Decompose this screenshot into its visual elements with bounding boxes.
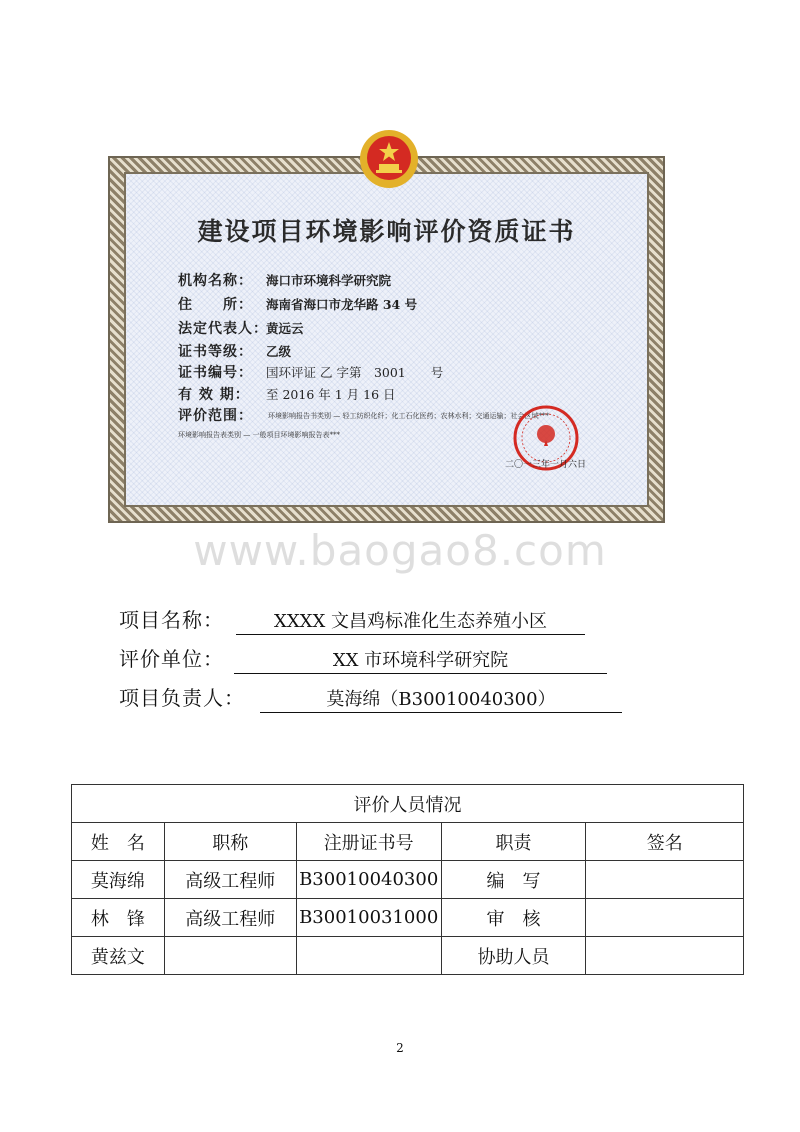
cert-field-value: 海南省海口市龙华路 34 号 bbox=[266, 297, 418, 312]
table-caption: 评价人员情况 bbox=[72, 785, 744, 823]
table-cell: 高级工程师 bbox=[164, 899, 296, 937]
cert-field-scope bbox=[178, 405, 266, 425]
cert-field-validity bbox=[178, 384, 396, 404]
table-caption-row bbox=[72, 785, 744, 823]
table-cell: 审 核 bbox=[441, 899, 586, 937]
cert-field-org bbox=[178, 270, 391, 290]
table-cell: 林 锋 bbox=[72, 899, 165, 937]
cert-field-grade bbox=[178, 341, 291, 361]
cert-scope-line-2: 环境影响报告表类别 — 一般项目环境影响报告表*** bbox=[178, 431, 340, 439]
table-row bbox=[72, 937, 744, 975]
eval-unit-label: 评价单位： bbox=[119, 647, 224, 671]
cert-field-label: 住 所： bbox=[178, 297, 253, 313]
cert-field-label: 有 效 期： bbox=[178, 387, 250, 403]
header-cell: 职责 bbox=[441, 823, 586, 861]
project-name-value: XXXX 文昌鸡标准化生态养殖小区 bbox=[236, 607, 585, 635]
signature-cell bbox=[586, 937, 744, 975]
signature-cell bbox=[586, 861, 744, 899]
project-lead-value: 莫海绵（B30010040300） bbox=[260, 685, 622, 713]
table-cell bbox=[296, 937, 441, 975]
eval-unit-value: XX 市环境科学研究院 bbox=[234, 646, 607, 674]
national-emblem-icon bbox=[358, 128, 420, 190]
table-cell: 莫海绵 bbox=[72, 861, 165, 899]
table-row bbox=[72, 861, 744, 899]
header-cell: 签名 bbox=[586, 823, 744, 861]
cert-field-label: 证书等级： bbox=[178, 344, 253, 360]
cert-field-label: 机构名称： bbox=[178, 273, 253, 289]
table-header-row bbox=[72, 823, 744, 861]
table-cell: B30010040300 bbox=[296, 861, 441, 899]
table-row bbox=[72, 899, 744, 937]
cert-field-legal-rep bbox=[178, 318, 304, 338]
cert-field-address bbox=[178, 294, 417, 314]
header-cell: 注册证书号 bbox=[296, 823, 441, 861]
certificate-issue-date: 二〇一三年一月六日 bbox=[505, 460, 587, 470]
cert-field-value: 乙级 bbox=[266, 344, 292, 359]
cert-field-value: 至 2016 年 1 月 16 日 bbox=[266, 387, 396, 402]
cert-field-label: 法定代表人： bbox=[178, 321, 268, 337]
table-cell: 协助人员 bbox=[441, 937, 586, 975]
table-cell: 编 写 bbox=[441, 861, 586, 899]
header-cell: 职称 bbox=[164, 823, 296, 861]
cert-field-number bbox=[178, 362, 443, 382]
cert-field-label: 证书编号： bbox=[178, 365, 253, 381]
project-lead-label: 项目负责人： bbox=[119, 686, 245, 710]
certificate-title: 建设项目环境影响评价资质证书 bbox=[197, 217, 576, 246]
staff-table bbox=[71, 784, 744, 975]
table-cell: B30010031000 bbox=[296, 899, 441, 937]
cert-field-label: 评价范围： bbox=[178, 408, 253, 424]
project-name-label: 项目名称： bbox=[119, 608, 224, 632]
cert-field-value: 国环评证 乙 字第 3001 号 bbox=[266, 365, 444, 380]
cert-field-value: 黄远云 bbox=[266, 321, 304, 336]
table-cell: 黄兹文 bbox=[72, 937, 165, 975]
table-cell bbox=[164, 937, 296, 975]
header-cell: 姓 名 bbox=[72, 823, 165, 861]
page-number: 2 bbox=[396, 1041, 404, 1055]
cert-scope-line-1: 环境影响报告书类别 — 轻工纺织化纤；化工石化医药；农林水利；交通运输；社会区域*** bbox=[268, 412, 549, 420]
cert-field-value: 海口市环境科学研究院 bbox=[266, 273, 392, 288]
signature-cell bbox=[586, 899, 744, 937]
table-cell: 高级工程师 bbox=[164, 861, 296, 899]
watermark-text: www.baogao8.com bbox=[193, 526, 607, 575]
